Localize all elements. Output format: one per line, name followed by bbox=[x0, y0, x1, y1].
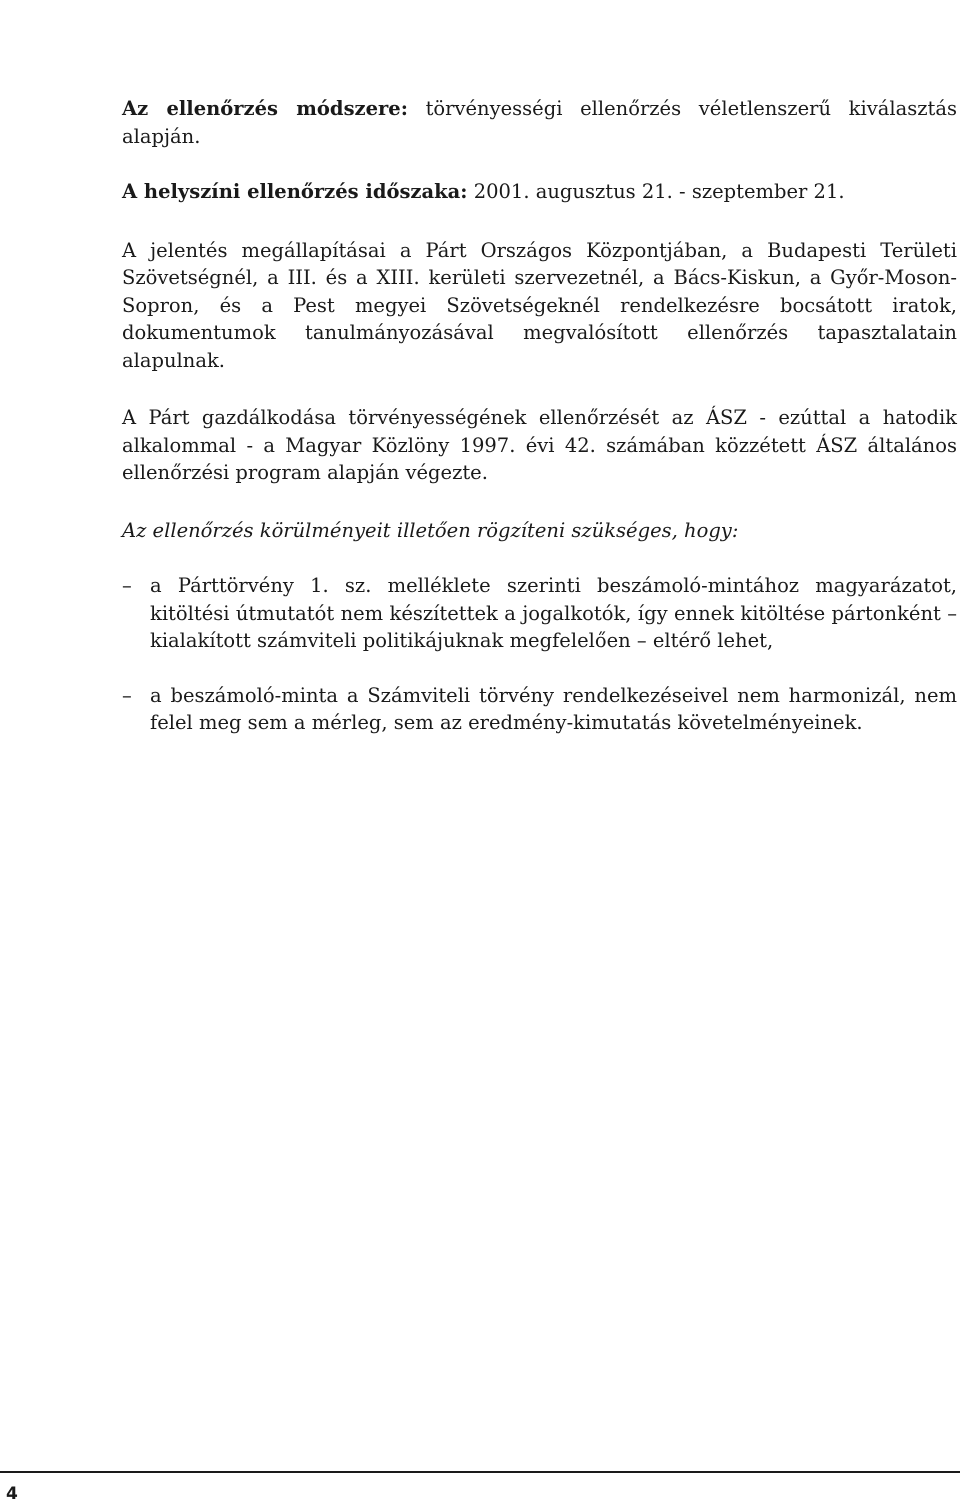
document-body bbox=[122, 95, 957, 737]
audit-basis-paragraph: A Párt gazdálkodása törvényességének ellenőrzését az ÁSZ - ezúttal a hatodik alkalommal - a Magyar Közlöny 1997. évi 42. számában közzétett ÁSZ általános ellenőrzési program alapján végezte. bbox=[122, 406, 957, 484]
list-item bbox=[122, 682, 957, 737]
audit-method-text: törvényességi ellenőrzés véletlenszerű kiválasztás alapján. bbox=[122, 97, 957, 148]
audit-method-label: Az ellenőrzés módszere: bbox=[122, 97, 408, 120]
page-number: 4 bbox=[6, 1484, 18, 1504]
list-item bbox=[122, 572, 957, 655]
audit-method-paragraph bbox=[122, 95, 957, 150]
dash-bullet-icon: – bbox=[122, 683, 132, 707]
audit-period-paragraph bbox=[122, 178, 957, 206]
dash-bullet-icon: – bbox=[122, 574, 132, 597]
list-item-text: a Párttörvény 1. sz. melléklete szerinti beszámoló-mintához magyarázatot, kitöltési útmutatót nem készítettek a jogalkotók, így ennek kitöltése pártonként – kialakított számviteli politikájuknak megfelelően – eltérő lehet, bbox=[150, 574, 957, 652]
list-item-text: a beszámoló-minta a Számviteli törvény rendelkezéseivel nem harmonizál, nem felel meg sem a mérleg, sem az eredmény-kimutatás követelményeinek. bbox=[150, 683, 957, 734]
circumstances-list bbox=[122, 572, 957, 737]
findings-paragraph: A jelentés megállapításai a Párt Országos Központjában, a Budapesti Területi Szövetségnél, a III. és a XIII. kerületi szervezetnél, a Bács-Kiskun, a Győr-Moson-Sopron, és a Pest megyei Szövetségeknél rendelkezésre bocsátott iratok, dokumentumok tanulmányozásával megvalósított ellenőrzés tapasztalatain alapulnak. bbox=[122, 238, 957, 372]
audit-period-label: A helyszíni ellenőrzés időszaka: bbox=[122, 180, 468, 203]
circumstances-intro: Az ellenőrzés körülményeit illetően rögzíteni szükséges, hogy: bbox=[122, 518, 739, 542]
audit-period-text: 2001. augusztus 21. - szeptember 21. bbox=[467, 180, 845, 203]
footer-divider bbox=[0, 1471, 960, 1473]
